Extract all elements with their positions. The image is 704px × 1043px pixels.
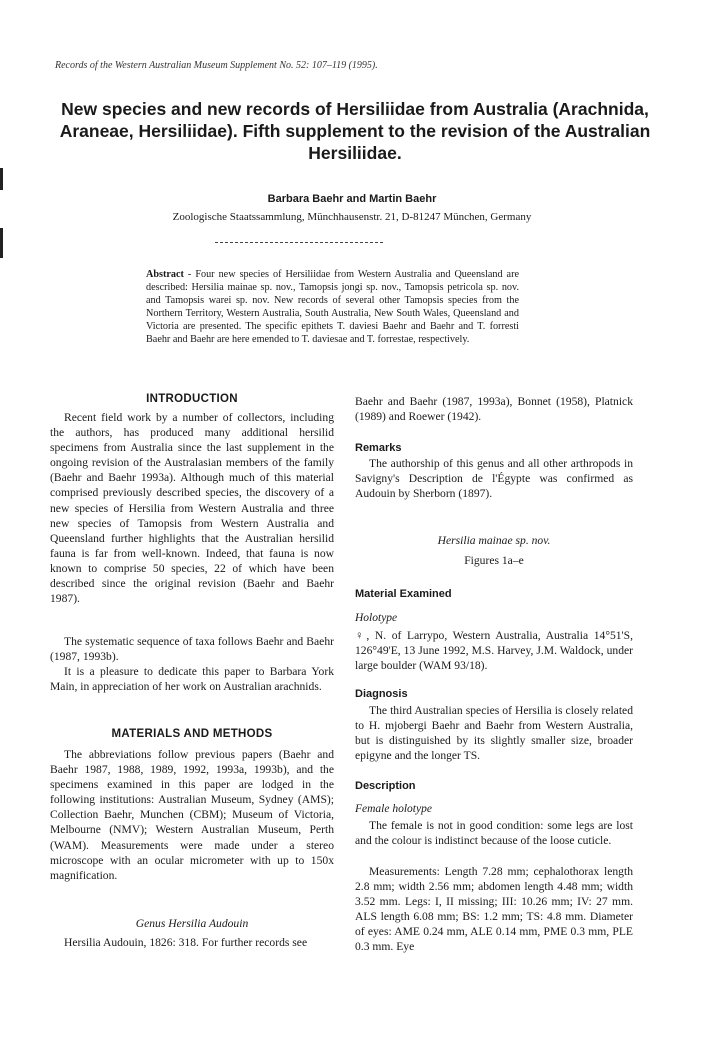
section-divider xyxy=(215,242,383,243)
introduction-paragraph: The systematic sequence of taxa follows Baehr and Baehr (1987, 1993b). xyxy=(50,635,334,664)
scan-edge-mark xyxy=(0,228,3,258)
holotype-heading: Holotype xyxy=(355,612,398,624)
abstract-label: Abstract xyxy=(146,269,184,280)
methods-heading: MATERIALS AND METHODS xyxy=(111,728,273,740)
remarks-paragraph: The authorship of this genus and all other arthropods in Savigny's Description de l'Égypte was confirmed as Audouin by Sherborn (1897). xyxy=(355,457,633,501)
female-holotype-heading: Female holotype xyxy=(355,803,432,815)
running-head: Records of the Western Australian Museum Supplement No. 52: 107–119 (1995). xyxy=(55,60,378,71)
scan-edge-mark xyxy=(0,168,3,190)
introduction-heading: INTRODUCTION xyxy=(146,393,238,405)
diagnosis-heading: Diagnosis xyxy=(355,688,408,700)
genus-synonymy: Hersilia Audouin, 1826: 318. For further records see xyxy=(64,936,308,949)
remarks-heading: Remarks xyxy=(355,442,402,454)
holotype-record: ♀, N. of Larrypo, Western Australia, Australia 14°51'S, 126°49'E, 13 June 1992, M.S. Harvey, J.M. Waldock, under large boulder (WAM 93/18). xyxy=(355,629,633,673)
genus-records-continued: Baehr and Baehr (1987, 1993a), Bonnet (1958), Platnick (1989) and Roewer (1942). xyxy=(355,395,633,424)
authors: Barbara Baehr and Martin Baehr xyxy=(267,193,437,205)
methods-paragraph: The abbreviations follow previous papers (Baehr and Baehr 1987, 1988, 1989, 1992, 1993a, 1993b), and the specimens examined in this paper are lodged in the following institutions: Australian Museum, Sydney (AMS); Collection Baehr, Munchen (CBM); Museum of Victoria, Melbourne (NMV); Western Australian Museum, Perth (WAM). Measurements were made under a stereo microscope with an ocular micrometer with up to 150x magnification. xyxy=(50,748,334,882)
dedication-paragraph: It is a pleasure to dedicate this paper to Barbara York Main, in appreciation of her work on Australian arachnids. xyxy=(50,665,334,694)
introduction-paragraph: Recent field work by a number of collectors, including the authors, has produced many additional hersilid specimens from Australia since the last supplement in the ongoing revision of the Australasian members of the family (Baehr and Baehr 1993a). Although much of this material comprised previously described species, the discovery of a new species of Hersilia from Western Australia and three new species of Tamopsis from Western Australia and Queensland further highlights that the Australian hersilid fauna is far from well-known. Indeed, that fauna is now known to comprise 50 species, 22 of which have been described since the original revision (Baehr and Baehr 1987). xyxy=(50,411,334,606)
species-heading: Hersilia mainae sp. nov. xyxy=(437,534,551,547)
diagnosis-paragraph: The third Australian species of Hersilia is closely related to H. mjobergi Baehr and Baehr from Western Australia, but is distinguished by its slightly smaller size, broader epigyne and the longer TS. xyxy=(355,704,633,763)
description-heading: Description xyxy=(355,780,416,792)
abstract-text: - Four new species of Hersiliidae from Western Australia and Queensland are described: Hersilia mainae sp. nov., Tamopsis jongi sp. nov., Tamopsis petricola sp. nov. and Tamopsis warei sp. nov. New records of several other Tamopsis species from the Northern Territory, Western Australia, South Australia, New South Wales, Queensland and Victoria are presented. The specific epithets T. daviesi Baehr and Baehr and T. forresti Baehr and Baehr are here emended to T. daviesae and T. forrestae, respectively. xyxy=(146,269,519,345)
figure-reference: Figures 1a–e xyxy=(464,554,524,567)
genus-heading: Genus Hersilia Audouin xyxy=(135,917,249,930)
measurements-paragraph: Measurements: Length 7.28 mm; cephalothorax length 2.8 mm; width 2.56 mm; abdomen length 4.48 mm; width 3.52 mm. Legs: I, II missing; III: 10.26 mm; IV: 27 mm. ALS length 6.08 mm; BS: 1.2 mm; TS: 4.8 mm. Diameter of eyes: AME 0.24 mm, ALE 0.14 mm, PME 0.3 mm, PLE 0.3 mm. Eye xyxy=(355,865,633,954)
material-heading: Material Examined xyxy=(355,588,452,600)
paper-title: New species and new records of Hersiliidae from Australia (Arachnida, Araneae, Hersiliidae). Fifth supplement to the revision of the Australian Hersiliidae. xyxy=(59,99,651,163)
abstract xyxy=(146,268,519,346)
description-paragraph: The female is not in good condition: some legs are lost and the colour is indistinct because of the loose cuticle. xyxy=(355,819,633,848)
author-address: Zoologische Staatssammlung, Münchhausenstr. 21, D-81247 München, Germany xyxy=(172,211,532,223)
